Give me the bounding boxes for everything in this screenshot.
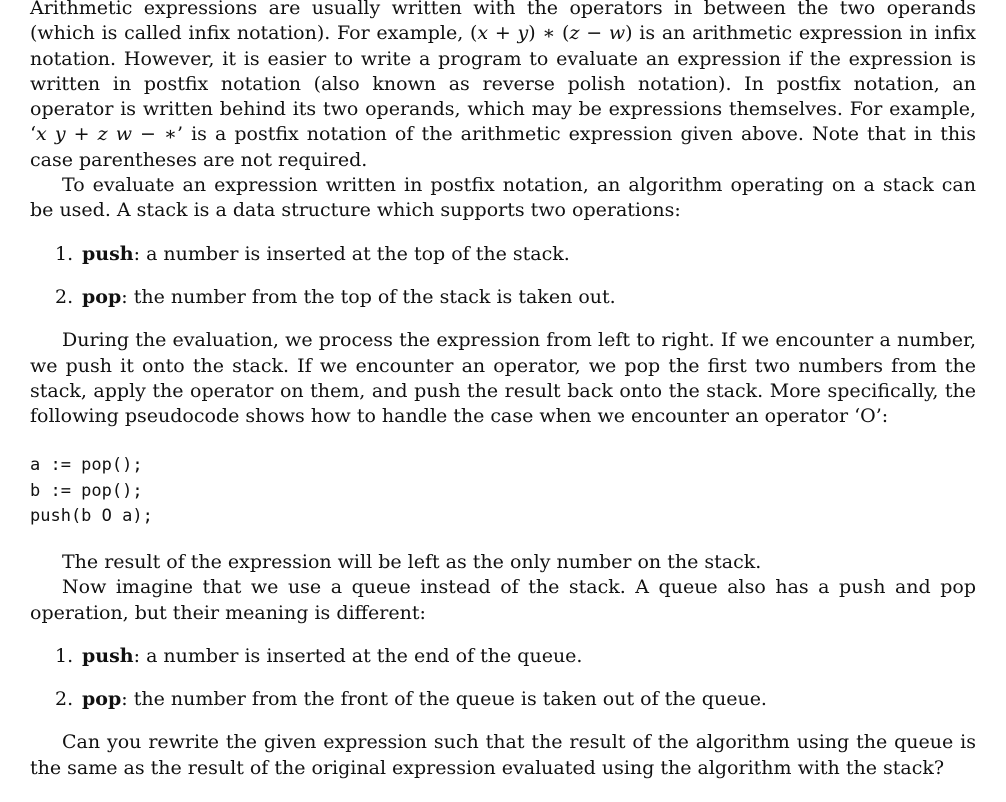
list-item (30, 687, 976, 712)
list-item (30, 285, 976, 310)
operation-desc: : the number from the front of the queue is taken out of the queue. (121, 688, 767, 711)
paragraph-queue: Now imagine that we use a queue instead of the stack. A queue also has a push and pop operation, but their meaning is different: (30, 576, 976, 624)
code-line: b := pop(); (30, 480, 143, 501)
operation-name: push (82, 242, 134, 265)
intro-text-2: is an arithmetic expression in infix notation. However, it is easier to write a program to evaluate an expression if the expression is written in postfix notation (also known as reverse polish notation). In postfix notation, an operator is written behind its two operands, which may be expressions themselves. For example, ‘ (30, 22, 976, 146)
paragraph-evaluation: During the evaluation, we process the expression from left to right. If we encounter a number, we push it onto the stack. If we encounter an operator, we pop the first two numbers from the stack, apply the operator on them, and push the result back onto the stack. More specifically, the following pseudocode shows how to handle the case when we encounter an operator ‘O’: (30, 329, 976, 428)
code-line: push(b O a); (30, 506, 153, 527)
operation-desc: : a number is inserted at the top of the stack. (133, 242, 570, 265)
code-line: a := pop(); (30, 455, 143, 476)
paragraph-intro (30, 0, 976, 173)
queue-operations-list (30, 644, 976, 713)
operation-desc: : the number from the top of the stack is taken out. (121, 285, 616, 308)
problem-statement (30, 0, 976, 781)
pseudocode-block (30, 453, 976, 530)
infix-expression: (x + y) ∗ (z − w) (470, 22, 633, 45)
list-item (30, 644, 976, 669)
operation-name: pop (82, 688, 122, 711)
list-item (30, 242, 976, 267)
paragraph-question: Can you rewrite the given expression such that the result of the algorithm using the queue is the same as the result of the original expression evaluated using the algorithm with the stack? (30, 731, 976, 779)
paragraph-stack: To evaluate an expression written in postfix notation, an algorithm operating on a stack can be used. A stack is a data structure which supports two operations: (30, 174, 976, 222)
list-number: 2. (55, 688, 74, 711)
intro-text-1: Arithmetic expressions are usually written with the operators in between the two operands (which is called infix notation). For example, (30, 0, 976, 45)
list-number: 1. (55, 242, 74, 265)
list-number: 1. (55, 644, 74, 667)
operation-name: push (82, 644, 134, 667)
postfix-expression: x y + z w − ∗ (36, 123, 177, 146)
intro-text-3: ’ is a postfix notation of the arithmetic expression given above. Note that in this case parentheses are not required. (30, 123, 976, 171)
stack-operations-list (30, 242, 976, 311)
operation-name: pop (82, 285, 122, 308)
paragraph-result: The result of the expression will be left as the only number on the stack. (62, 550, 762, 573)
list-number: 2. (55, 285, 74, 308)
operation-desc: : a number is inserted at the end of the queue. (133, 644, 583, 667)
